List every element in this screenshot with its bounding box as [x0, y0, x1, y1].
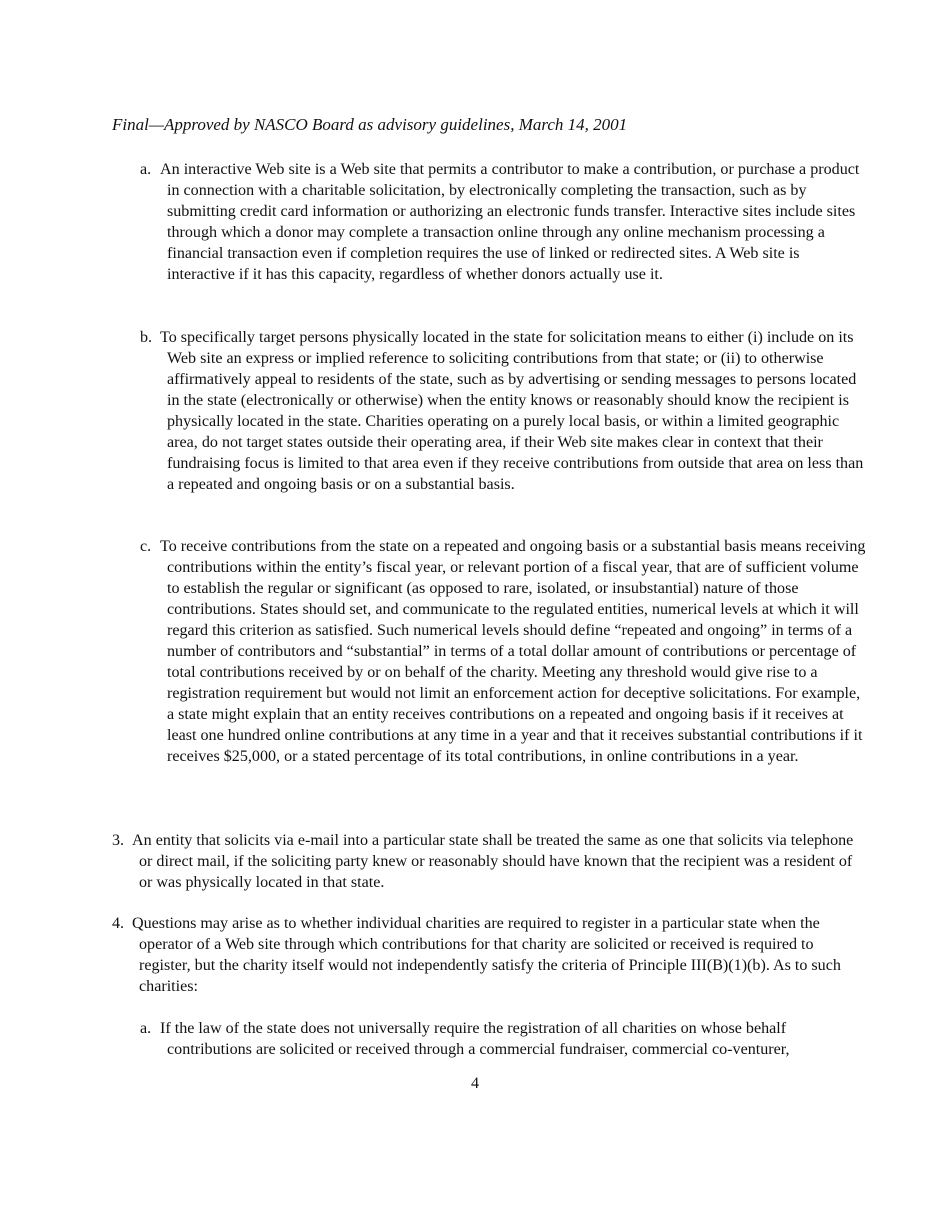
- list-item-label: c.: [140, 538, 152, 555]
- list-item-label: 4.: [112, 915, 125, 932]
- list-item-label: a.: [140, 1020, 152, 1037]
- list-item-text: An entity that solicits via e-mail into a particular state shall be treated the same as one that solicits via telephone or direct mail, if the soliciting party knew or reasonably should have known that the recipient was a resident of or was physically located in that state.: [132, 832, 854, 891]
- list-item-text: To receive contributions from the state on a repeated and ongoing basis or a substantial basis means receiving contributions within the entity’s fiscal year, or relevant portion of a fiscal year, that are of sufficient volume to establish the regular or significant (as opposed to rare, isolated, or insubstantial) nature of those contributions. States should set, and communicate to the regulated entities, numerical levels at which it will regard this criterion as satisfied. Such numerical levels should define “repeated and ongoing” in terms of a number of contributors and “substantial” in terms of a total dollar amount of contributions or percentage of total contributions received by or on behalf of the charity. Meeting any threshold would give rise to a registration requirement but would not limit an enforcement action for deceptive solicitations. For example, a state might explain that an entity receives contributions on a repeated and ongoing basis if it receives at least one hundred online contributions at any time in a year and that it receives substantial contributions if it receives $25,000, or a stated percentage of its total contributions, in online contributions in a year.: [160, 538, 866, 765]
- list-item-label: b.: [140, 329, 153, 346]
- list-item-b-specifically-target: [140, 327, 867, 495]
- page-number: 4: [470, 1075, 480, 1092]
- list-item-c-receive-contributions: [140, 536, 867, 767]
- list-item-text: If the law of the state does not universally require the registration of all charities on whose behalf contributions are solicited or received through a commercial fundraiser, commercial co-venturer,: [160, 1020, 790, 1058]
- list-item-label: a.: [140, 161, 152, 178]
- list-item-4a-state-law: [140, 1018, 867, 1060]
- list-item-a-interactive-web-site: [140, 159, 867, 285]
- list-item-text: To specifically target persons physically located in the state for solicitation means to either (i) include on its Web site an express or implied reference to soliciting contributions from that state; or (ii) to otherwise affirmatively appeal to residents of the state, such as by advertising or sending messages to persons located in the state (electronically or otherwise) when the entity knows or reasonably should know the recipient is physically located in the state. Charities operating on a purely local basis, or within a limited geographic area, do not target states outside their operating area, if their Web site makes clear in context that their fundraising focus is limited to that area even if they receive contributions from outside that area on less than a repeated and ongoing basis or on a substantial basis.: [160, 329, 864, 493]
- list-item-text: An interactive Web site is a Web site that permits a contributor to make a contribution, or purchase a product in connection with a charitable solicitation, by electronically completing the transaction, such as by submitting credit card information or authorizing an electronic funds transfer. Interactive sites include sites through which a donor may complete a transaction online through any online mechanism processing a financial transaction even if completion requires the use of linked or redirected sites. A Web site is interactive if it has this capacity, regardless of whether donors actually use it.: [160, 161, 860, 283]
- list-item-4-individual-charities: [112, 913, 869, 997]
- page-header: Final—Approved by NASCO Board as advisory guidelines, March 14, 2001: [112, 115, 628, 134]
- list-item-text: Questions may arise as to whether individual charities are required to register in a particular state when the operator of a Web site through which contributions for that charity are solicited or received is required to register, but the charity itself would not independently satisfy the criteria of Principle III(B)(1)(b). As to such charities:: [132, 915, 841, 995]
- list-item-3-email-solicitation: [112, 830, 869, 893]
- list-item-label: 3.: [112, 832, 125, 849]
